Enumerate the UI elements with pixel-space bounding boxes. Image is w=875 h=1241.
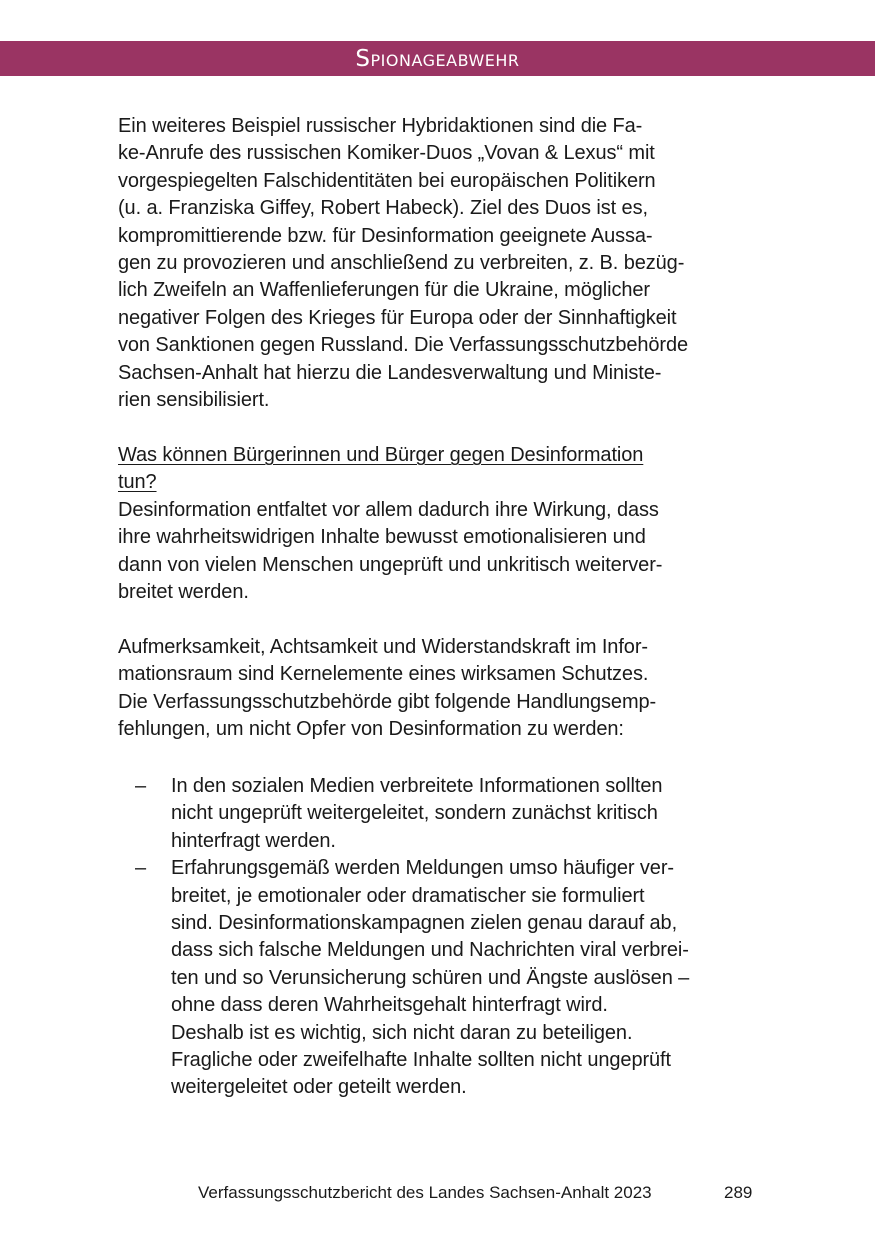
text-line: rien sensibilisiert. (118, 389, 270, 412)
text-line: Die Verfassungsschutzbehörde gibt folgende Handlungsemp- (118, 690, 657, 713)
text-line: Deshalb ist es wichtig, sich nicht daran zu beteiligen. (171, 1021, 633, 1044)
text-line: Sachsen-Anhalt hat hierzu die Landesverwaltung und Ministe- (118, 361, 662, 384)
text-line: vorgespiegelten Falschidentitäten bei europäischen Politikern (118, 169, 656, 192)
text-line: ihre wahrheitswidrigen Inhalte bewusst emotionalisieren und (118, 526, 646, 549)
text-line: gen zu provozieren und anschließend zu verbreiten, z. B. bezüg- (118, 252, 685, 275)
text-line: breitet, je emotionaler oder dramatischer sie formuliert (171, 884, 645, 907)
text-line: Ein weiteres Beispiel russischer Hybridaktionen sind die Fa- (118, 115, 643, 137)
text-line: fehlungen, um nicht Opfer von Desinformation zu werden: (118, 718, 624, 741)
list-item (118, 855, 689, 1102)
text-line: Fragliche oder zweifelhafte Inhalte sollten nicht ungeprüft (171, 1049, 671, 1072)
paragraph-hybrid-actions (118, 113, 688, 414)
paragraph-recommendations (118, 634, 656, 744)
text-line: breitet werden. (118, 581, 249, 604)
text-line: Aufmerksamkeit, Achtsamkeit und Widerstandskraft im Infor- (118, 636, 648, 658)
footer-report-title: Verfassungsschutzbericht des Landes Sachsen-Anhalt 2023 (198, 1183, 652, 1202)
section-desinformation (118, 442, 662, 606)
section-heading: Was können Bürgerinnen und Bürger gegen Desinformation (118, 444, 644, 466)
dash-bullet: – (135, 775, 147, 797)
text-line: von Sanktionen gegen Russland. Die Verfassungsschutzbehörde (118, 334, 689, 357)
section-heading: tun? (118, 471, 157, 494)
section-title: Spionageabwehr (355, 46, 520, 72)
text-line: lich Zweifeln an Waffenlieferungen für die Ukraine, möglicher (118, 279, 650, 302)
page-number: 289 (724, 1183, 753, 1202)
text-line: weitergeleitet oder geteilt werden. (171, 1076, 467, 1099)
text-line: negativer Folgen des Krieges für Europa oder der Sinnhaftigkeit (118, 306, 677, 329)
text-line: ke-Anrufe des russischen Komiker-Duos „Vovan & Lexus“ mit (118, 142, 655, 165)
text-line: dass sich falsche Meldungen und Nachrichten viral verbrei- (171, 939, 689, 962)
text-line: sind. Desinformationskampagnen zielen genau darauf ab, (171, 912, 678, 935)
text-line: ten und so Verunsicherung schüren und Ängste auslösen – (171, 966, 690, 989)
recommendation-list (118, 773, 689, 1102)
list-item (118, 773, 689, 855)
text-line: mationsraum sind Kernelemente eines wirksamen Schutzes. (118, 663, 649, 686)
dash-bullet: – (135, 857, 147, 880)
text-line: dann von vielen Menschen ungeprüft und unkritisch weiterver- (118, 553, 663, 576)
text-line: (u. a. Franziska Giffey, Robert Habeck). Ziel des Duos ist es, (118, 197, 648, 220)
text-line: hinterfragt werden. (171, 829, 336, 852)
text-line: kompromittierende bzw. für Desinformation geeignete Aussa- (118, 224, 653, 247)
text-line: nicht ungeprüft weitergeleitet, sondern zunächst kritisch (171, 802, 658, 825)
text-line: In den sozialen Medien verbreitete Informationen sollten (171, 775, 663, 797)
text-line: Erfahrungsgemäß werden Meldungen umso häufiger ver- (171, 857, 674, 880)
text-line: Desinformation entfaltet vor allem dadurch ihre Wirkung, dass (118, 498, 659, 521)
text-line: ohne dass deren Wahrheitsgehalt hinterfragt wird. (171, 994, 608, 1017)
